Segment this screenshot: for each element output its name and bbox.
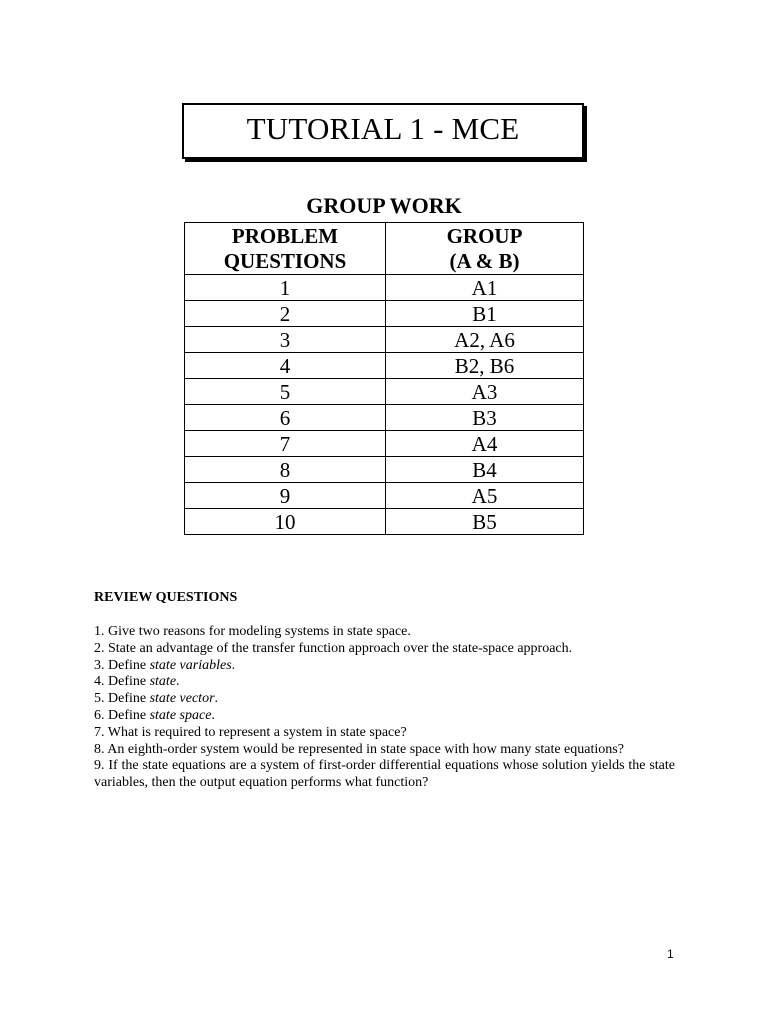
review-questions-heading: REVIEW QUESTIONS: [94, 590, 238, 605]
table-row: [185, 431, 584, 457]
review-question: [94, 658, 675, 675]
question-term: state: [149, 674, 177, 690]
question-term: state vector: [149, 691, 215, 707]
problem-cell: 8: [185, 457, 386, 483]
problem-cell: 6: [185, 405, 386, 431]
group-cell: B3: [386, 405, 584, 431]
question-text: 2. State an advantage of the transfer function approach over the state-space approach.: [94, 640, 573, 656]
group-cell: B2, B6: [386, 353, 584, 379]
review-question: [94, 624, 675, 641]
header-line: GROUP: [446, 223, 523, 248]
header-line: QUESTIONS: [223, 248, 347, 273]
table-row: [185, 275, 584, 301]
table-row: [185, 457, 584, 483]
table-row: [185, 509, 584, 535]
problem-cell: 3: [185, 327, 386, 353]
table-row: [185, 301, 584, 327]
question-text: 5. Define: [94, 691, 150, 707]
table-body: [185, 275, 584, 535]
group-cell: A2, A6: [386, 327, 584, 353]
table-row: [185, 405, 584, 431]
review-question: [94, 708, 675, 725]
group-cell: B5: [386, 509, 584, 535]
page-number: 1: [667, 947, 674, 961]
group-cell: B1: [386, 301, 584, 327]
review-questions-list: [94, 624, 675, 792]
review-question: [94, 742, 675, 759]
question-term: state space: [149, 707, 212, 723]
document-title: TUTORIAL 1 - MCE: [246, 111, 520, 146]
question-text: 4. Define: [94, 674, 150, 690]
question-punctuation: .: [211, 707, 215, 723]
header-problem-questions: [185, 223, 386, 275]
group-cell: A3: [386, 379, 584, 405]
problem-cell: 10: [185, 509, 386, 535]
question-text: 9. If the state equations are a system of first-order differential equations whose solution yields the state variables, then the output equation performs what function?: [94, 758, 675, 791]
review-question: [94, 674, 675, 691]
review-question: [94, 725, 675, 742]
table-header-row: [185, 223, 584, 275]
group-cell: A1: [386, 275, 584, 301]
table-row: [185, 353, 584, 379]
problem-cell: 2: [185, 301, 386, 327]
problem-cell: 7: [185, 431, 386, 457]
question-punctuation: .: [231, 657, 236, 673]
title-box: [182, 103, 584, 159]
group-work-heading: GROUP WORK: [306, 193, 462, 218]
problem-cell: 1: [185, 275, 386, 301]
review-question: [94, 758, 675, 792]
question-text: 7. What is required to represent a system in state space?: [94, 724, 407, 740]
header-line: (A & B): [449, 248, 520, 273]
header-line: PROBLEM: [231, 223, 339, 248]
group-cell: A5: [386, 483, 584, 509]
problem-cell: 5: [185, 379, 386, 405]
question-text: 8. An eighth-order system would be represented in state space with how many state equations?: [94, 741, 624, 757]
table-row: [185, 379, 584, 405]
table-row: [185, 327, 584, 353]
group-cell: B4: [386, 457, 584, 483]
question-term: state variables: [149, 657, 232, 673]
group-cell: A4: [386, 431, 584, 457]
review-question: [94, 691, 675, 708]
table-row: [185, 483, 584, 509]
problem-cell: 4: [185, 353, 386, 379]
question-punctuation: .: [176, 674, 180, 690]
review-question: [94, 641, 675, 658]
problem-cell: 9: [185, 483, 386, 509]
question-text: 6. Define: [94, 707, 150, 723]
question-text: 3. Define: [94, 657, 150, 673]
group-work-table: [184, 222, 584, 535]
question-punctuation: .: [214, 691, 219, 707]
header-group: [386, 223, 584, 275]
question-text: 1. Give two reasons for modeling systems in state space.: [94, 624, 411, 639]
